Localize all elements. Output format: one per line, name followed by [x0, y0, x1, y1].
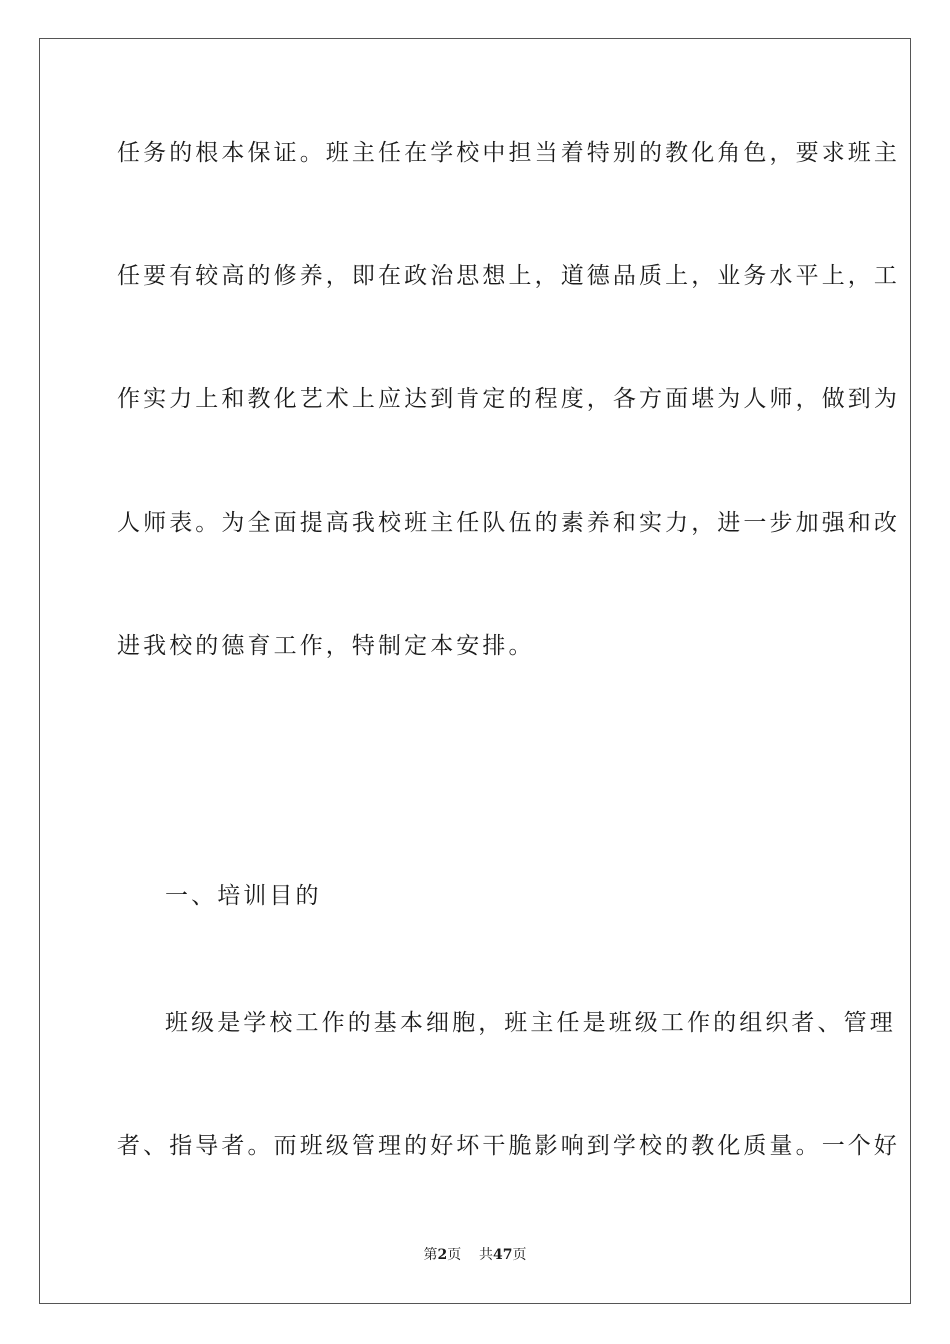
body-text-line: 者、指导者。而班级管理的好坏干脆影响到学校的教化质量。一个好 — [117, 1133, 900, 1159]
total-pages: 47 — [493, 1247, 513, 1263]
footer-total-prefix: 共 — [479, 1247, 494, 1263]
footer-total-suffix: 页 — [512, 1247, 527, 1263]
footer-prefix: 第 — [423, 1247, 438, 1263]
body-text-line: 任务的根本保证。班主任在学校中担当着特别的教化角色，要求班主 — [117, 140, 900, 166]
section-heading: 一、培训目的 — [165, 883, 322, 909]
body-text-line: 任要有较高的修养，即在政治思想上，道德品质上，业务水平上，工 — [117, 263, 900, 289]
body-text-line: 班级是学校工作的基本细胞，班主任是班级工作的组织者、管理 — [165, 1010, 896, 1036]
body-text-line: 人师表。为全面提高我校班主任队伍的素养和实力，进一步加强和改 — [117, 510, 900, 536]
footer-page-suffix: 页 — [447, 1247, 462, 1263]
page-footer — [0, 1245, 950, 1265]
body-text-line: 作实力上和教化艺术上应达到肯定的程度，各方面堪为人师，做到为 — [117, 386, 900, 412]
page-number: 2 — [437, 1247, 448, 1263]
page-border — [39, 38, 911, 1304]
body-text-line: 进我校的德育工作，特制定本安排。 — [117, 633, 535, 659]
